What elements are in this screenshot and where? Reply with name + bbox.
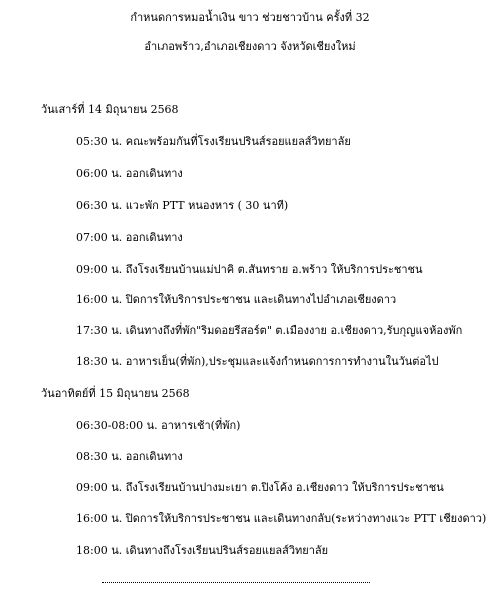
document-subtitle: อำเภอพร้าว,อำเภอเชียงดาว จังหวัดเชียงใหม่ bbox=[144, 40, 356, 53]
day-heading-sunday: วันอาทิตย์ที่ 15 มิถุนายน 2568 bbox=[41, 387, 190, 400]
schedule-item: 18:30 น. อาหารเย็น(ที่พัก),ประชุมและแจ้งกำหนดการการทำงานในวันต่อไป bbox=[76, 355, 439, 368]
schedule-item: 18:00 น. เดินทางถึงโรงเรียนปรินส์รอยแยลส์วิทยาลัย bbox=[76, 544, 329, 557]
schedule-item: 06:30 น. แวะพัก PTT หนองหาร ( 30 นาที) bbox=[76, 199, 289, 212]
schedule-item: 06:30-08:00 น. อาหารเช้า(ที่พัก) bbox=[76, 419, 241, 432]
schedule-item: 08:30 น. ออกเดินทาง bbox=[76, 450, 183, 463]
document-title: กำหนดการหมอน้ำเงิน ขาว ช่วยชาวบ้าน ครั้งที่ 32 bbox=[130, 11, 370, 24]
schedule-item: 06:00 น. ออกเดินทาง bbox=[76, 167, 183, 180]
schedule-item: 17:30 น. เดินทางถึงที่พัก"ริมดอยรีสอร์ต" ต.เมืองงาย อ.เชียงดาว,รับกุญแจห้องพัก bbox=[76, 324, 463, 337]
schedule-item: 09:00 น. ถึงโรงเรียนบ้านปางมะเยา ต.ปิงโค้ง อ.เชียงดาว ให้บริการประชาชน bbox=[76, 481, 444, 494]
dotted-divider bbox=[102, 582, 370, 583]
schedule-item: 16:00 น. ปิดการให้บริการประชาชน และเดินทางกลับ(ระหว่างทางแวะ PTT เชียงดาว) bbox=[76, 512, 487, 525]
day-heading-saturday: วันเสาร์ที่ 14 มิถุนายน 2568 bbox=[41, 103, 179, 116]
schedule-item: 05:30 น. คณะพร้อมกันที่โรงเรียนปรินส์รอยแยลส์วิทยาลัย bbox=[76, 135, 351, 148]
schedule-item: 09:00 น. ถึงโรงเรียนบ้านแม่ปาคิ ต.สันทราย อ.พร้าว ให้บริการประชาชน bbox=[76, 263, 423, 276]
schedule-item: 07:00 น. ออกเดินทาง bbox=[76, 231, 183, 244]
schedule-item: 16:00 น. ปิดการให้บริการประชาชน และเดินทางไปอำเภอเชียงดาว bbox=[76, 293, 397, 306]
